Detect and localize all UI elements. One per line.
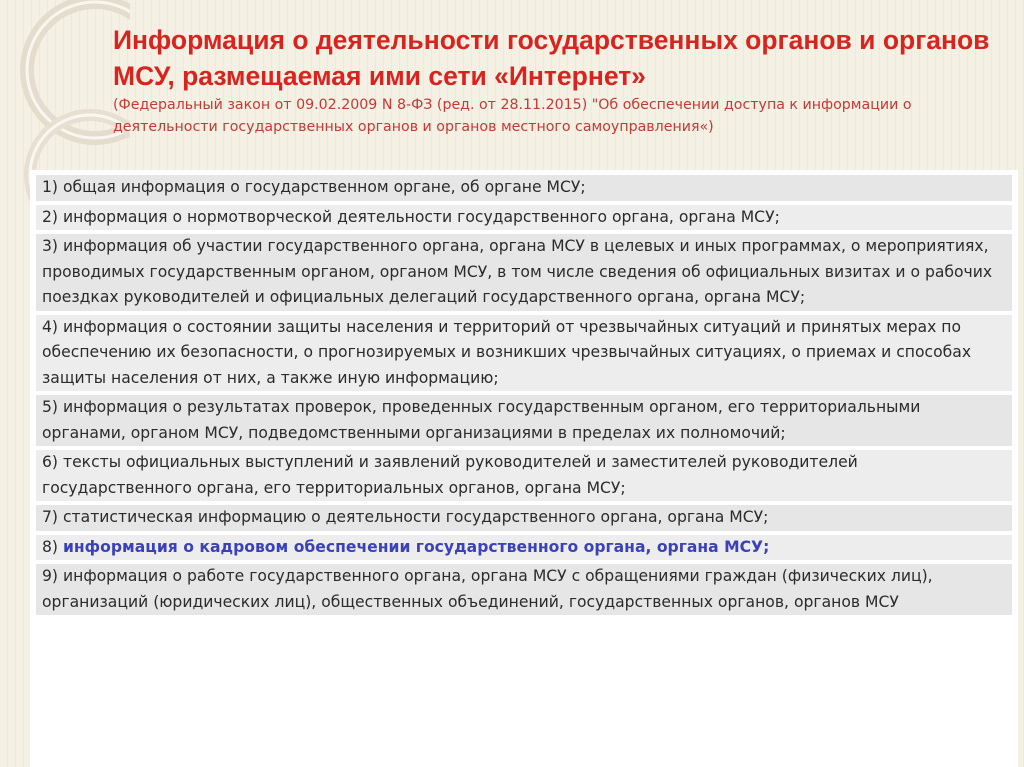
title-block xyxy=(113,22,993,138)
item-text: информация о нормотворческой деятельности государственного органа, органа МСУ; xyxy=(62,207,780,226)
item-number: 8) xyxy=(42,537,59,556)
info-list xyxy=(30,170,1018,615)
item-number: 7) xyxy=(42,508,59,526)
list-item xyxy=(36,175,1012,201)
page-subtitle: (Федеральный закон от 09.02.2009 N 8-ФЗ (ред. от 28.11.2015) "Об обеспечении доступа к информации о деятельности государственных органов и органов местного самоуправления«) xyxy=(113,97,912,135)
item-text: информация о работе государственного органа, органа МСУ с обращениями граждан (физических лиц), организаций (юридических лиц), общественных объединений, государственных органов, органов МСУ xyxy=(42,567,933,611)
list-item xyxy=(36,395,1012,446)
page-title: Информация о деятельности государственных органов и органов МСУ, размещаемая ими сети «Интернет» xyxy=(113,25,990,91)
item-number: 2) xyxy=(42,207,59,226)
list-item xyxy=(36,234,1012,311)
item-number: 3) xyxy=(42,237,59,255)
list-item xyxy=(36,315,1012,392)
item-number: 1) xyxy=(42,178,59,196)
item-text: тексты официальных выступлений и заявлений руководителей и заместителей руководителей государственного органа, его территориальных органов, органа МСУ; xyxy=(42,453,858,497)
item-text: информация о результатах проверок, проведенных государственным органом, его территориальными органами, органом МСУ, подведомственными организациями в пределах их полномочий; xyxy=(42,398,921,442)
list-item xyxy=(36,205,1012,231)
list-item-highlighted xyxy=(36,535,1012,561)
list-item xyxy=(36,505,1012,531)
content-panel xyxy=(30,170,1018,767)
item-number: 6) xyxy=(42,453,59,471)
item-text: статистическая информацию о деятельности государственного органа, органа МСУ; xyxy=(62,508,769,526)
list-item xyxy=(36,564,1012,615)
item-number: 9) xyxy=(42,567,59,585)
item-number: 5) xyxy=(42,398,59,416)
item-text: информация о кадровом обеспечении государственного органа, органа МСУ; xyxy=(62,537,770,556)
list-item xyxy=(36,450,1012,501)
item-number: 4) xyxy=(42,317,59,336)
item-text: общая информация о государственном органе, об органе МСУ; xyxy=(62,178,586,196)
item-text: информация о состоянии защиты населения и территорий от чрезвычайных ситуаций и принятых мерах по обеспечению их безопасности, о прогнозируемых и возникших чрезвычайных ситуациях, о приемах и способах защиты населения от них, а также иную информацию; xyxy=(42,317,972,387)
item-text: информация об участии государственного органа, органа МСУ в целевых и иных программах, о мероприятиях, проводимых государственным органом, органом МСУ, в том числе сведения об официальных визитах и о рабочих поездках руководителей и официальных делегаций государственного органа, органа МСУ; xyxy=(42,237,993,306)
